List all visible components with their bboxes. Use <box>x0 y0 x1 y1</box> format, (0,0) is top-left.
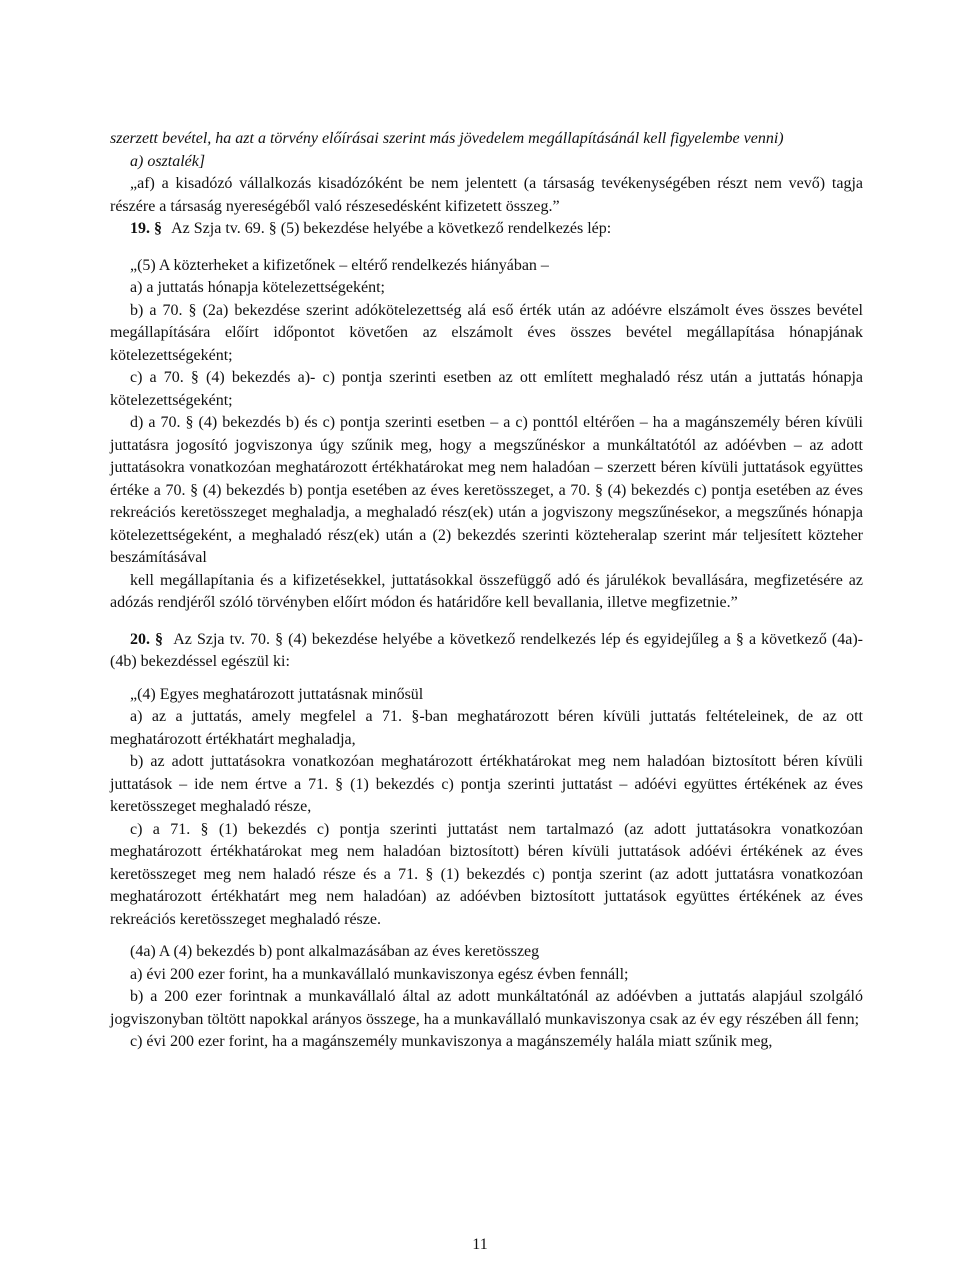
paragraph: b) a 200 ezer forintnak a munkavállaló által az adott munkáltatónál az adóévben a juttatás alapjául szolgáló jogviszonyban töltött napokkal arányos összege, ha a munkavállaló munkaviszonya csak az év egy részében áll fenn; <box>110 988 863 1028</box>
paragraph: (4a) A (4) bekezdés b) pont alkalmazásában az éves keretösszeg <box>130 943 540 960</box>
section-heading <box>110 218 863 241</box>
section-text: Az Szja tv. 69. § (5) bekezdése helyébe a következő rendelkezés lép: <box>171 220 612 237</box>
section-number: 19. § <box>130 220 162 237</box>
paragraph: kell megállapítania és a kifizetésekkel, juttatásokkal összefüggő adó és járulékok bevallására, megfizetésére az adózás rendjéről szóló törvényben előírt módon és határidőre kell bevallania, illetve megfizetnie.” <box>110 571 863 611</box>
paragraph: „(4) Egyes meghatározott juttatásnak minősül <box>130 685 424 703</box>
paragraph: b) a 70. § (2a) bekezdése szerint adókötelezettség alá eső érték után az adóévre elszámolt éves összes bevétel megállapítására előírt időpontot követően az elszámolt éves összes bevétel megállapítása hónapjának kötelezettségeként; <box>110 301 863 364</box>
paragraph: c) a 70. § (4) bekezdés a)- c) pontja szerinti esetben az ott említett meghaladó rész után a juttatás hónapja kötelezettségeként; <box>110 369 863 409</box>
paragraph: c) a 71. § (1) bekezdés c) pontja szerinti juttatást nem tartalmazó (az adott juttatásokra vonatkozóan meghatározott értékhatárokat meg nem haladóan biztosított) béren kívüli juttatások adóévi értékének az éves keretösszeget meg nem haladó része és a 71. § (1) bekezdés c) pontja szerint (az adott juttatásra vonatkozóan meghatározott értékhatárt meg nem haladóan) az adóévben biztosított juttatások együttes értékének az éves rekreációs keretösszeget meghaladó része. <box>110 820 863 928</box>
paragraph: b) az adott juttatásokra vonatkozóan meghatározott értékhatárokat meg nem haladóan biztosított béren kívüli juttatások – ide nem értve a 71. § (1) bekezdés c) pontja szerinti juttatást – adóévi együttes értékének az éves keretösszeget meghaladó része, <box>110 753 863 815</box>
paragraph: „(5) A közterheket a kifizetőnek – eltérő rendelkezés hiányában – <box>130 256 549 274</box>
paragraph: d) a 70. § (4) bekezdés b) és c) pontja szerinti esetben – a c) ponttól eltérően – ha a magánszemély béren kívüli juttatásra jogosító jogviszonya úgy szűnik meg, hogy a megszűnéskor a munkáltatótól az adóévben – az adott juttatásokra vonatkozóan meghatározott értékhatárokat meg nem haladóan – szerzett béren kívüli juttatások együttes értéke a 70. § (4) bekezdés b) pontja esetében az éves keretösszeget, a 70. § (4) bekezdés c) pontja esetében az éves rekreációs keretösszeget meghaladja, a meghaladó rész(ek) után a jogviszony megszűnésekor, a megszűnés hónapja kötelezettségeként, a meghaladó rész(ek) után a (2) bekezdés szerinti közteheralap szerint már teljesített közteher beszámításával <box>110 414 863 566</box>
section-heading <box>110 629 863 674</box>
paragraph: „af) a kisadózó vállalkozás kisadózóként be nem jelentett (a társaság tevékenységében részt nem vevő) tagja részére a társaság nyereségéből való részesedésként kifizetett összeg.” <box>110 175 863 215</box>
paragraph: szerzett bevétel, ha azt a törvény előírásai szerint más jövedelem megállapításánál kell figyelembe venni) <box>110 130 784 147</box>
paragraph: a) az a juttatás, amely megfelel a 71. §-ban meghatározott béren kívüli juttatás feltételeinek, de az ott meghatározott értékhatárt meghaladja, <box>110 708 863 748</box>
paragraph: c) évi 200 ezer forint, ha a magánszemély munkaviszonya a magánszemély halála miatt szűnik meg, <box>130 1033 773 1050</box>
paragraph: a) évi 200 ezer forint, ha a munkavállaló munkaviszonya egész évben fennáll; <box>130 965 629 983</box>
paragraph: a) a juttatás hónapja kötelezettségeként; <box>130 279 385 296</box>
document-body <box>110 128 863 1054</box>
paragraph: a) osztalék] <box>130 152 206 170</box>
section-number: 20. § <box>130 630 164 648</box>
section-text: Az Szja tv. 70. § (4) bekezdése helyébe a következő rendelkezés lép és egyidejűleg a § a következő (4a)-(4b) bekezdéssel egészül ki: <box>110 630 863 670</box>
page-number: 11 <box>472 1236 488 1253</box>
